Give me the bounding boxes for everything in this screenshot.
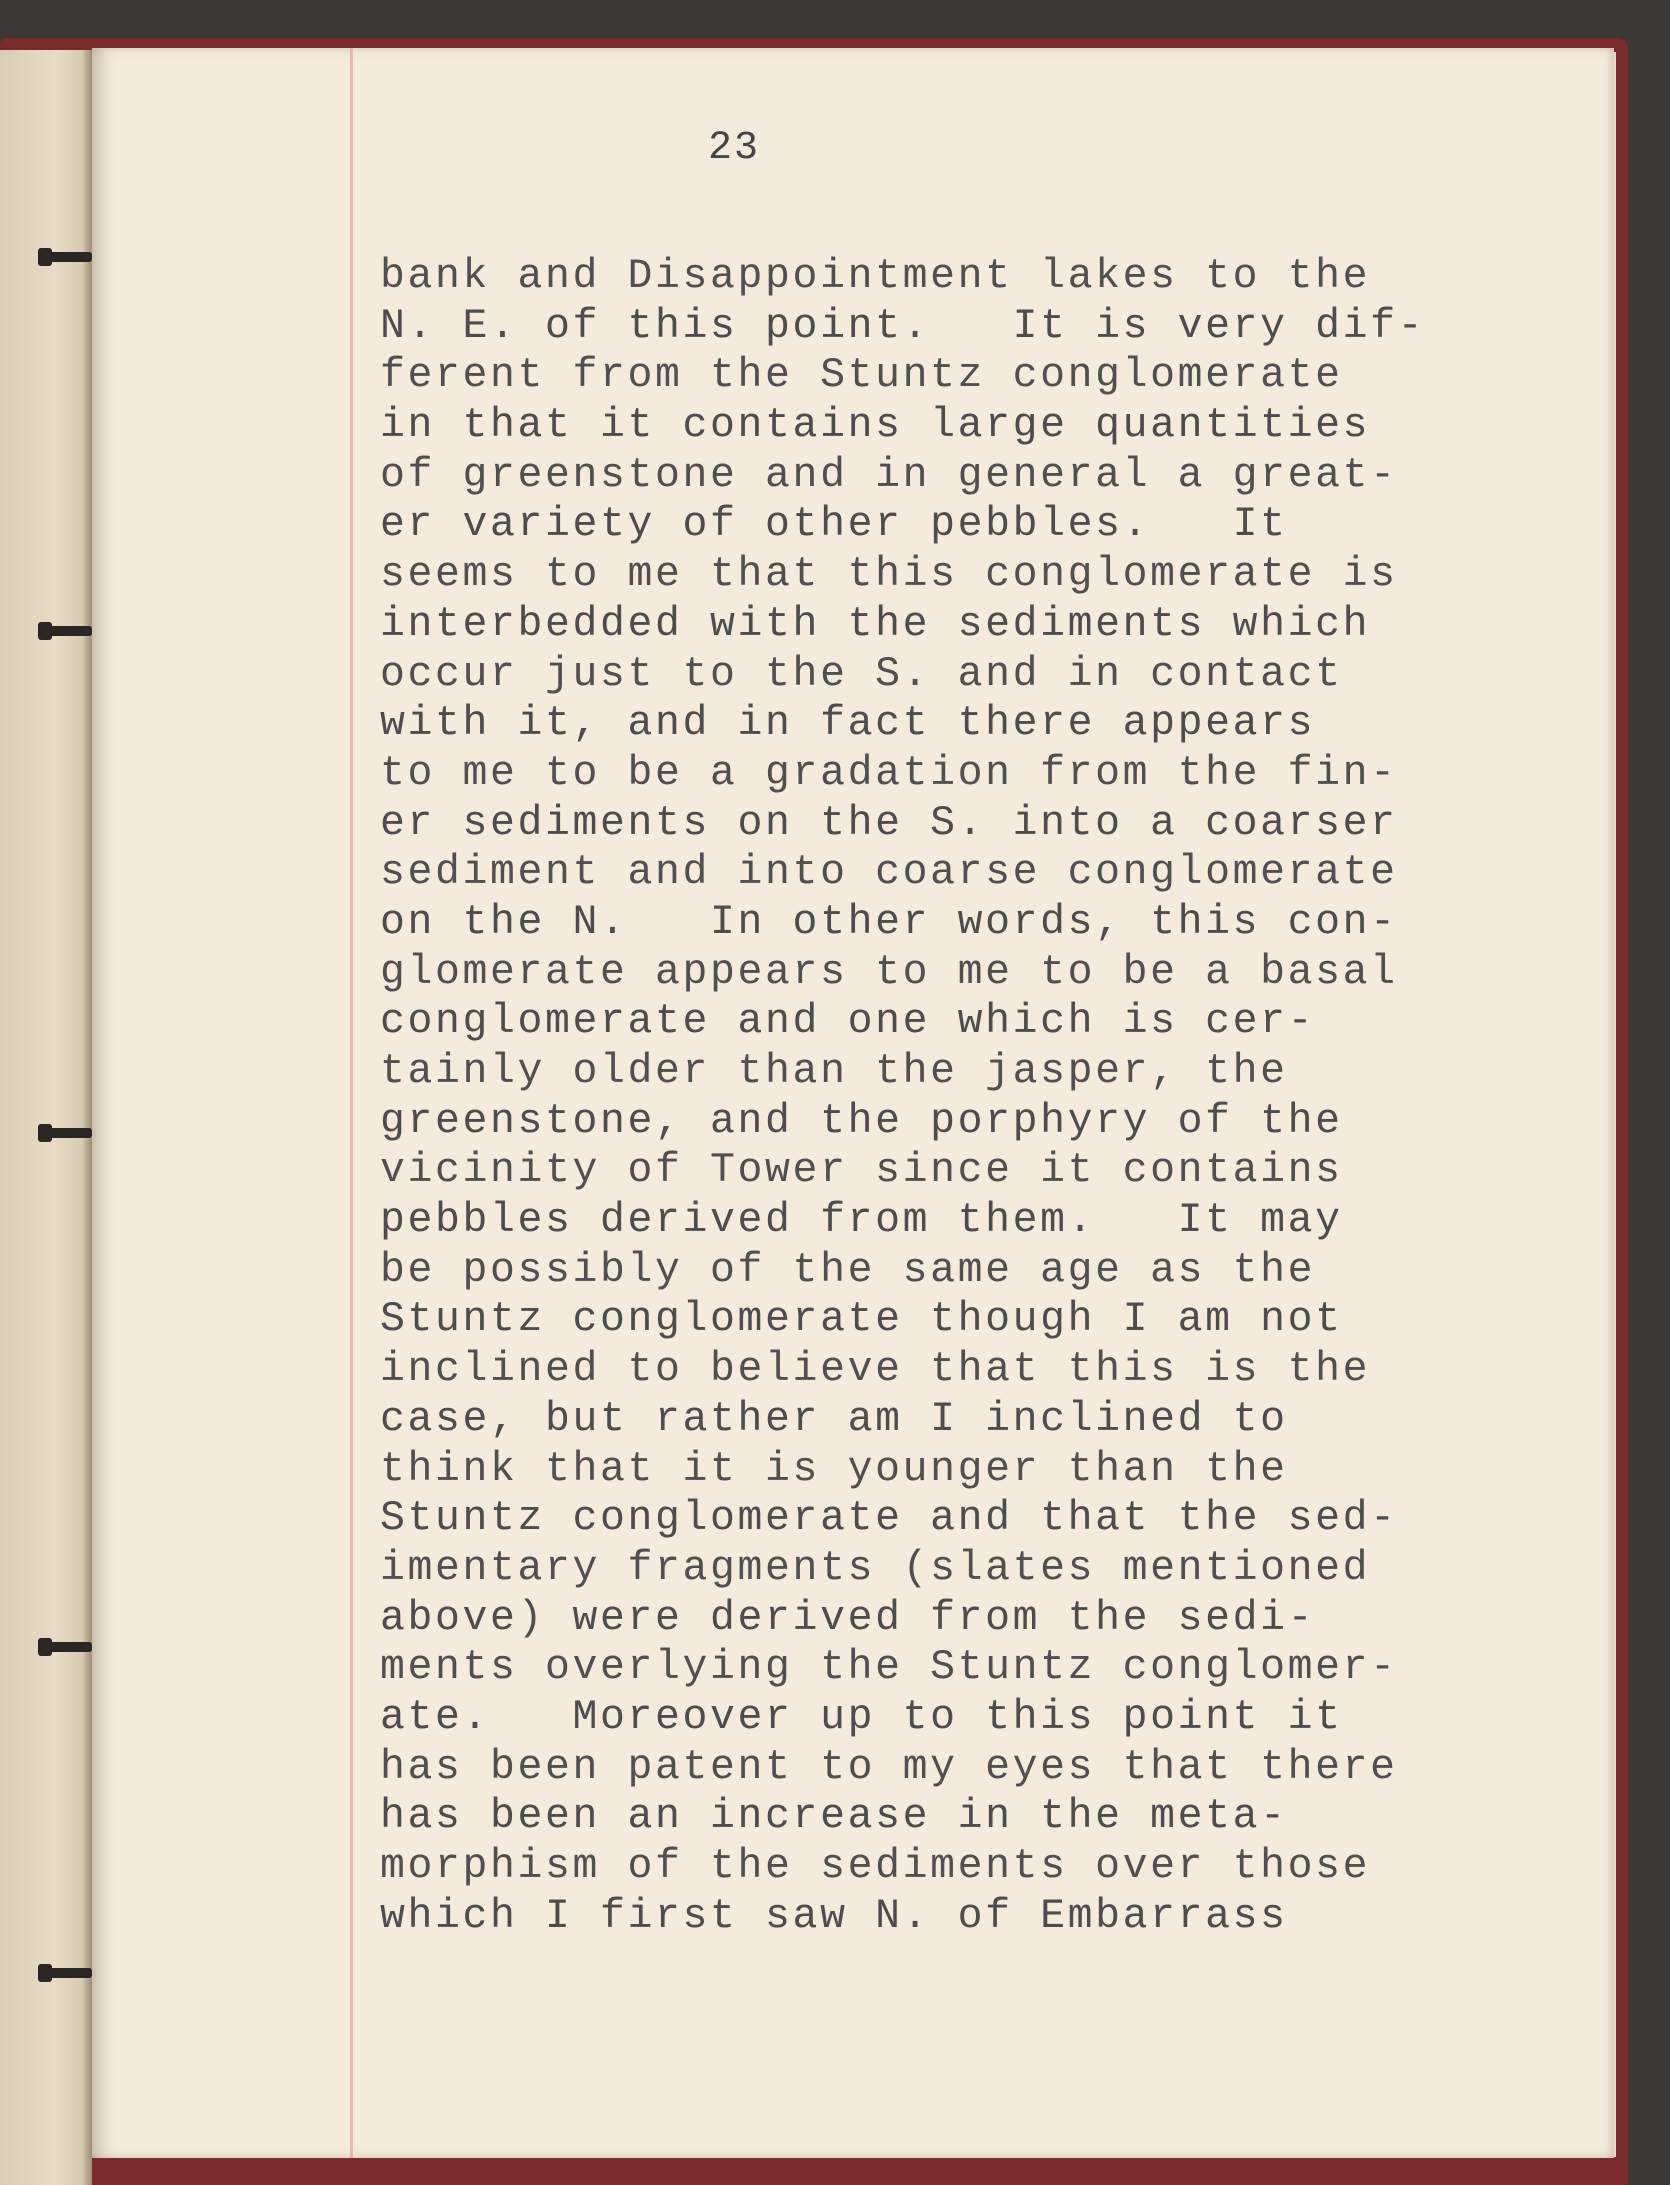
text-line: think that it is younger than the (380, 1445, 1288, 1493)
text-line: tainly older than the jasper, the (380, 1048, 1288, 1095)
text-line: has been patent to my eyes that there (380, 1743, 1398, 1791)
text-line: with it, and in fact there appears (380, 700, 1316, 748)
text-line: inclined to believe that this is the (380, 1346, 1371, 1394)
text-line: which I first saw N. of Embarrass (380, 1892, 1288, 1940)
text-line: ferent from the Stuntz conglomerate (380, 352, 1343, 400)
text-line: to me to be a gradation from the fin- (380, 749, 1398, 797)
text-line: glomerate appears to me to be a basal (380, 948, 1398, 996)
text-line: interbedded with the sediments which (380, 600, 1371, 648)
text-line: seems to me that this conglomerate is (380, 551, 1398, 599)
text-line: above) were derived from the sedi- (380, 1594, 1316, 1642)
facing-page-edge (0, 50, 92, 2185)
text-line: Stuntz conglomerate though I am not (380, 1296, 1343, 1344)
page-fold-shadow (82, 50, 92, 2185)
text-line: in that it contains large quantities (380, 402, 1371, 450)
binder-ring (44, 1968, 92, 1978)
binder-ring (44, 1642, 92, 1652)
text-line: be possibly of the same age as the (380, 1246, 1316, 1294)
binder-ring (44, 626, 92, 636)
text-line: vicinity of Tower since it contains (380, 1147, 1343, 1195)
text-line: er variety of other pebbles. It (380, 501, 1288, 549)
text-line: case, but rather am I inclined to (380, 1395, 1288, 1443)
text-line: conglomerate and one which is cer- (380, 998, 1316, 1046)
text-line: er sediments on the S. into a coarser (380, 799, 1398, 847)
binder-ring (44, 252, 92, 262)
text-line: has been an increase in the meta- (380, 1793, 1288, 1841)
text-line: sediment and into coarse conglomerate (380, 849, 1398, 897)
binder-ring (44, 1128, 92, 1138)
text-line: N. E. of this point. It is very dif- (380, 302, 1426, 350)
page-number: 23 (708, 126, 761, 171)
text-line: ate. Moreover up to this point it (380, 1693, 1343, 1741)
text-line: occur just to the S. and in contact (380, 650, 1343, 698)
text-line: pebbles derived from them. It may (380, 1197, 1343, 1245)
typewritten-text (380, 252, 1590, 1941)
text-line: of greenstone and in general a great- (380, 451, 1398, 499)
text-line: bank and Disappointment lakes to the (380, 253, 1371, 300)
margin-rule (350, 48, 353, 2158)
text-line: greenstone, and the porphyry of the (380, 1097, 1343, 1145)
text-line: on the N. In other words, this con- (380, 898, 1398, 946)
text-line: Stuntz conglomerate and that the sed- (380, 1495, 1398, 1543)
text-line: imentary fragments (slates mentioned (380, 1544, 1371, 1592)
text-line: ments overlying the Stuntz conglomer- (380, 1644, 1398, 1692)
text-line: morphism of the sediments over those (380, 1843, 1371, 1890)
